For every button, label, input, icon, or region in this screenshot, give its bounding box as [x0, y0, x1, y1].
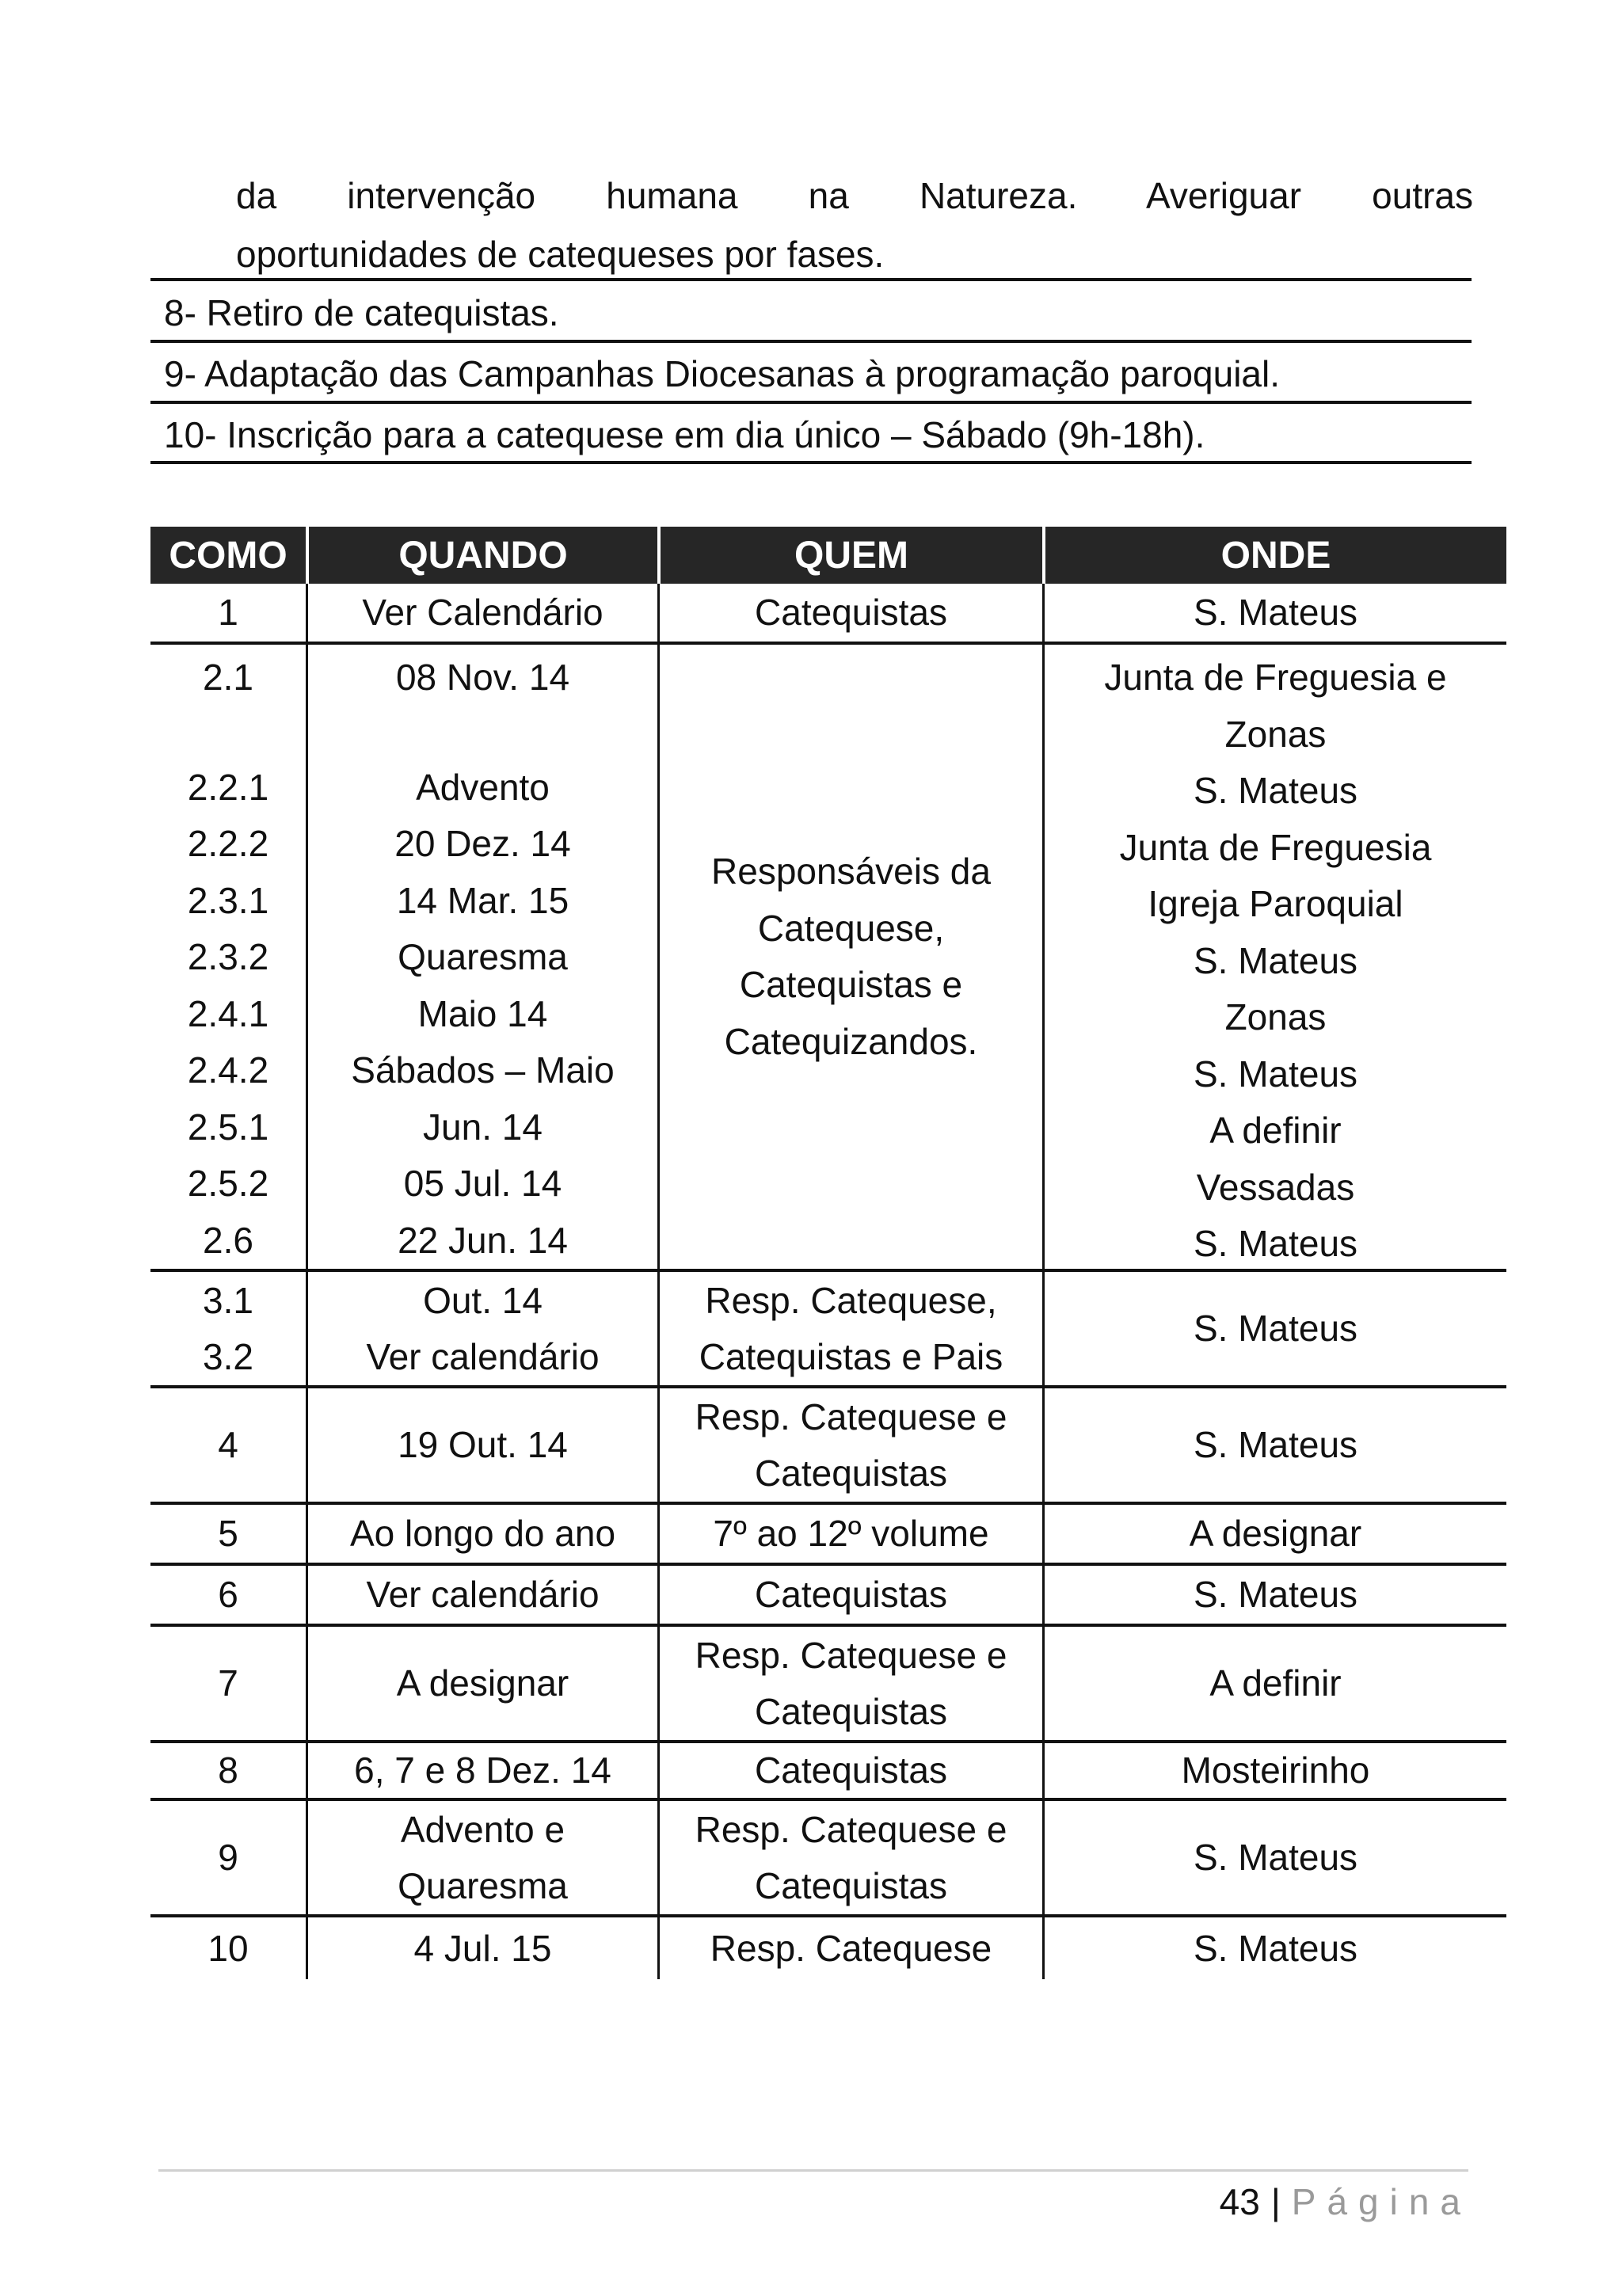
cell-quando: 6, 7 e 8 Dez. 14 — [306, 1743, 657, 1798]
cell-quando: Ao longo do ano — [306, 1505, 657, 1563]
cell-quando: 19 Out. 14 — [306, 1388, 657, 1502]
cell-line: 08 Nov. 14 — [395, 657, 570, 698]
cell-line: Advento — [416, 766, 550, 808]
cell-quando: Ver calendário — [306, 1566, 657, 1624]
cell-onde: S. Mateus — [1042, 1566, 1506, 1624]
cell-line: Catequistas e Pais — [699, 1335, 1003, 1377]
cell-line: 2.4.1 — [187, 992, 269, 1034]
cell-como — [150, 645, 306, 1269]
cell-quando: Ver Calendário — [306, 584, 657, 642]
table-row — [150, 1566, 1506, 1627]
cell-line: Quaresma — [398, 1864, 568, 1906]
cell-line: 2.2.1 — [187, 766, 269, 808]
schedule-table — [150, 527, 1506, 1979]
cell-onde: S. Mateus — [1042, 584, 1506, 642]
cell-line: S. Mateus — [1193, 770, 1358, 811]
table-row — [150, 1627, 1506, 1743]
cell-como: 1 — [218, 592, 238, 633]
cell-line: Maio 14 — [417, 992, 548, 1034]
cell-line: Resp. Catequese e — [695, 1395, 1007, 1437]
cell-quem: Catequistas — [657, 1743, 1042, 1798]
table-row — [150, 584, 1506, 645]
page-label: Página — [1291, 2181, 1472, 2222]
cell-line — [308, 706, 657, 760]
cell-quem: 7º ao 12º volume — [657, 1505, 1042, 1563]
cell-quando — [306, 645, 657, 1269]
table-header — [150, 527, 1506, 584]
cell-line: Jun. 14 — [423, 1106, 543, 1148]
cell-line: Catequese, — [757, 907, 945, 949]
cell-line: Sábados – Maio — [351, 1049, 615, 1091]
cell-line: Zonas — [1224, 713, 1327, 755]
cell-line: 2.5.1 — [187, 1106, 269, 1148]
divider — [150, 461, 1472, 464]
cell-line: Catequistas — [755, 1864, 947, 1906]
divider — [150, 401, 1472, 404]
cell-como: 7 — [218, 1662, 238, 1704]
cell-quem: Resp. Catequese — [657, 1917, 1042, 1979]
cell-quem — [657, 1388, 1042, 1502]
cell-line: Resp. Catequese e — [695, 1634, 1007, 1676]
cell-onde — [1042, 645, 1506, 1269]
column-header-onde: ONDE — [1042, 527, 1506, 584]
list-item: 8- Retiro de catequistas. — [164, 292, 559, 333]
column-header-quando: QUANDO — [306, 527, 657, 584]
cell-line: S. Mateus — [1193, 1053, 1358, 1095]
table-row — [150, 1505, 1506, 1566]
cell-como: 5 — [218, 1513, 238, 1554]
cell-como: 10 — [208, 1927, 249, 1969]
page-number: 43 — [1219, 2181, 1260, 2222]
cell-line: 3.2 — [203, 1335, 253, 1377]
cell-line: 2.4.2 — [187, 1049, 269, 1091]
cell-line: Zonas — [1224, 996, 1327, 1038]
list-item: 9- Adaptação das Campanhas Diocesanas à programação paroquial. — [164, 353, 1280, 394]
footer-divider — [158, 2169, 1468, 2172]
intro-line: oportunidades de catequeses por fases. — [236, 234, 885, 275]
column-header-quem: QUEM — [657, 527, 1042, 584]
cell-line: 2.1 — [203, 657, 253, 698]
cell-line: Quaresma — [398, 936, 568, 977]
cell-line: 2.3.1 — [187, 879, 269, 921]
list-item: 10- Inscrição para a catequese em dia único – Sábado (9h-18h). — [164, 414, 1205, 455]
cell-line: Junta de Freguesia — [1119, 826, 1432, 868]
cell-line: Catequistas — [755, 1452, 947, 1494]
cell-line: 2.5.2 — [187, 1163, 269, 1204]
cell-quando: 4 Jul. 15 — [306, 1917, 657, 1979]
table-row — [150, 1272, 1506, 1388]
cell-quando: A designar — [306, 1627, 657, 1740]
footer-separator: | — [1270, 2181, 1281, 2222]
cell-line: Advento e — [400, 1808, 565, 1850]
cell-line: S. Mateus — [1193, 1223, 1358, 1264]
cell-line: Resp. Catequese e — [695, 1808, 1007, 1850]
cell-line: 2.2.2 — [187, 823, 269, 864]
cell-line: Catequistas — [755, 1690, 947, 1732]
cell-quem — [657, 1801, 1042, 1914]
cell-line: Junta de Freguesia e — [1104, 657, 1447, 698]
cell-line: Ver calendário — [366, 1335, 600, 1377]
cell-line: Igreja Paroquial — [1148, 883, 1403, 924]
cell-onde: S. Mateus — [1042, 1388, 1506, 1502]
cell-line: Out. 14 — [423, 1279, 543, 1321]
table-row — [150, 1917, 1506, 1979]
intro-line: da intervenção humana na Natureza. Averiguar outras — [236, 175, 1473, 216]
cell-como: 4 — [218, 1424, 238, 1465]
cell-line: 14 Mar. 15 — [396, 879, 569, 921]
cell-line: Responsáveis da — [711, 851, 991, 892]
cell-line: A definir — [1209, 1110, 1342, 1151]
cell-quando — [306, 1272, 657, 1385]
cell-quem — [657, 1272, 1042, 1385]
cell-como: 9 — [218, 1837, 238, 1878]
cell-quem: Catequistas — [657, 584, 1042, 642]
cell-quem — [657, 1627, 1042, 1740]
cell-quando — [306, 1801, 657, 1914]
cell-line: Resp. Catequese, — [705, 1279, 997, 1321]
cell-line — [150, 706, 306, 760]
divider — [150, 340, 1472, 343]
cell-como: 8 — [218, 1750, 238, 1791]
cell-line: Catequizandos. — [724, 1020, 978, 1062]
cell-line: 05 Jul. 14 — [403, 1163, 562, 1204]
table-row — [150, 1388, 1506, 1505]
table-row — [150, 1743, 1506, 1801]
cell-onde: Mosteirinho — [1042, 1743, 1506, 1798]
divider — [150, 278, 1472, 281]
cell-quem — [657, 645, 1042, 1269]
page-footer — [1220, 2178, 1472, 2226]
cell-onde: A definir — [1042, 1627, 1506, 1740]
cell-line: 3.1 — [203, 1279, 253, 1321]
cell-line: 2.3.2 — [187, 936, 269, 977]
cell-line: 20 Dez. 14 — [394, 823, 571, 864]
cell-onde: S. Mateus — [1042, 1272, 1506, 1385]
column-header-como: COMO — [169, 534, 287, 577]
cell-onde: S. Mateus — [1042, 1801, 1506, 1914]
intro-paragraph — [236, 166, 1473, 284]
cell-como — [150, 1272, 306, 1385]
cell-como: 6 — [218, 1574, 238, 1615]
cell-line: Vessadas — [1196, 1166, 1355, 1208]
cell-onde: A designar — [1042, 1505, 1506, 1563]
cell-line: 2.6 — [203, 1219, 253, 1261]
cell-onde: S. Mateus — [1042, 1917, 1506, 1979]
cell-line: S. Mateus — [1193, 939, 1358, 981]
table-row — [150, 645, 1506, 1272]
cell-quem: Catequistas — [657, 1566, 1042, 1624]
cell-line: 22 Jun. 14 — [398, 1219, 568, 1261]
table-row — [150, 1801, 1506, 1917]
cell-line: Catequistas e — [739, 964, 963, 1005]
